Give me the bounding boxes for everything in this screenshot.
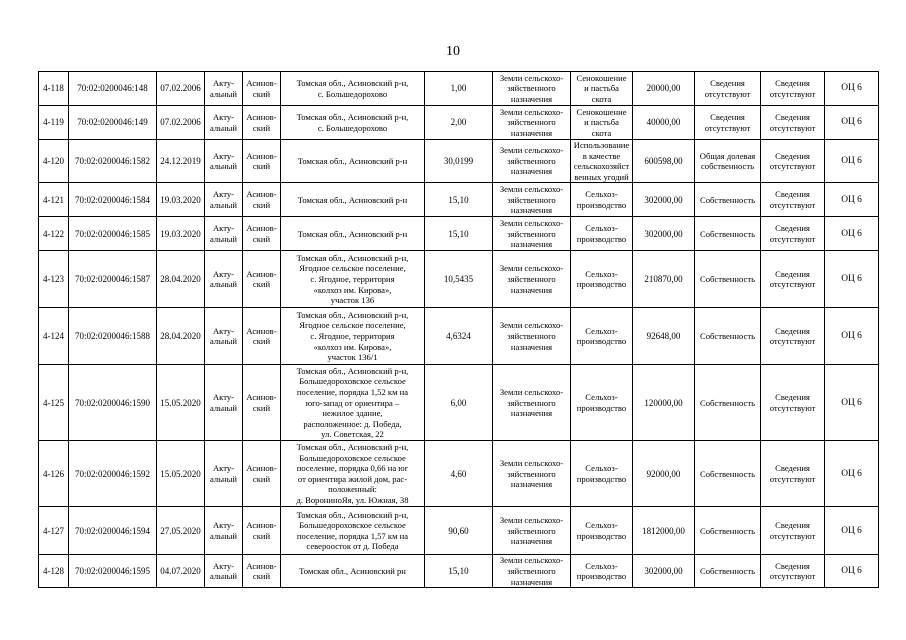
land-category-cell: Земли сельскохо- зяйственного назначения — [493, 183, 571, 217]
registration-date: 07.02.2006 — [157, 106, 205, 140]
cadastral-value-cell: 92000,00 — [633, 441, 695, 507]
row-number: 4-120 — [39, 140, 69, 183]
cadastral-number: 70:02:0200046:1594 — [69, 507, 157, 555]
area-cell: 1,00 — [425, 72, 493, 106]
permitted-use-cell: Сельхоз- производство — [571, 507, 633, 555]
district-cell: Асинов- ский — [243, 183, 281, 217]
district-cell: Асинов- ский — [243, 140, 281, 183]
land-category-cell: Земли сельскохо- зяйственного назначения — [493, 72, 571, 106]
encumbrance-cell: Сведения отсутствуют — [761, 251, 825, 308]
cadastral-number: 70:02:0200046:149 — [69, 106, 157, 140]
area-cell: 4,60 — [425, 441, 493, 507]
status-cell: Акту- альный — [205, 106, 243, 140]
encumbrance-cell: Сведения отсутствуют — [761, 441, 825, 507]
table-row — [39, 555, 879, 588]
permitted-use-cell: Сенокошение и пастьба скота — [571, 106, 633, 140]
land-category-cell: Земли сельскохо- зяйственного назначения — [493, 217, 571, 251]
code-cell: ОЦ 6 — [825, 507, 879, 555]
row-number: 4-118 — [39, 72, 69, 106]
land-category-cell: Земли сельскохо- зяйственного назначения — [493, 441, 571, 507]
encumbrance-cell: Сведения отсутствуют — [761, 72, 825, 106]
cadastral-value-cell: 302000,00 — [633, 183, 695, 217]
permitted-use-cell: Сенокошение и пастьба скота — [571, 72, 633, 106]
address-cell: Томская обл., Асиновский р-н, Ягодное сельское поселение, с. Ягодное, территория «колхоз им. Кирова», участок 136/1 — [281, 308, 425, 365]
ownership-cell: Сведения отсутствуют — [695, 72, 761, 106]
encumbrance-cell: Сведения отсутствуют — [761, 365, 825, 441]
permitted-use-cell: Сельхоз- производство — [571, 251, 633, 308]
status-cell: Акту- альный — [205, 308, 243, 365]
cadastral-value-cell: 20000,00 — [633, 72, 695, 106]
registration-date: 19.03.2020 — [157, 183, 205, 217]
permitted-use-cell: Сельхоз- производство — [571, 555, 633, 588]
code-cell: ОЦ 6 — [825, 72, 879, 106]
area-cell: 6,00 — [425, 365, 493, 441]
registration-date: 19.03.2020 — [157, 217, 205, 251]
land-category-cell: Земли сельскохо- зяйственного назначения — [493, 507, 571, 555]
land-category-cell: Земли сельскохо- зяйственного назначения — [493, 251, 571, 308]
land-category-cell: Земли сельскохо- зяйственного назначения — [493, 106, 571, 140]
page-number: 10 — [446, 44, 460, 59]
registration-date: 15.05.2020 — [157, 441, 205, 507]
registration-date: 27.05.2020 — [157, 507, 205, 555]
ownership-cell: Собственность — [695, 251, 761, 308]
ownership-cell: Собственность — [695, 365, 761, 441]
code-cell: ОЦ 6 — [825, 555, 879, 588]
status-cell: Акту- альный — [205, 140, 243, 183]
land-category-cell: Земли сельскохо- зяйственного назначения — [493, 140, 571, 183]
encumbrance-cell: Сведения отсутствуют — [761, 308, 825, 365]
cadastral-value-cell: 302000,00 — [633, 217, 695, 251]
area-cell: 15,10 — [425, 217, 493, 251]
permitted-use-cell: Использование в качестве сельскохозяйст венных угодий — [571, 140, 633, 183]
row-number: 4-124 — [39, 308, 69, 365]
ownership-cell: Собственность — [695, 507, 761, 555]
registration-date: 07.02.2006 — [157, 72, 205, 106]
row-number: 4-128 — [39, 555, 69, 588]
cadastral-number: 70:02:0200046:1592 — [69, 441, 157, 507]
row-number: 4-126 — [39, 441, 69, 507]
permitted-use-cell: Сельхоз- производство — [571, 308, 633, 365]
table-row — [39, 217, 879, 251]
registration-date: 24.12.2019 — [157, 140, 205, 183]
district-cell: Асинов- ский — [243, 106, 281, 140]
table-row — [39, 365, 879, 441]
district-cell: Асинов- ский — [243, 365, 281, 441]
table-row — [39, 72, 879, 106]
cadastral-value-cell: 302000,00 — [633, 555, 695, 588]
code-cell: ОЦ 6 — [825, 308, 879, 365]
ownership-cell: Собственность — [695, 183, 761, 217]
district-cell: Асинов- ский — [243, 251, 281, 308]
status-cell: Акту- альный — [205, 72, 243, 106]
address-cell: Томская обл., Асиновский р-н, с. Большедорохово — [281, 72, 425, 106]
cadastral-number: 70:02:0200046:1582 — [69, 140, 157, 183]
code-cell: ОЦ 6 — [825, 441, 879, 507]
code-cell: ОЦ 6 — [825, 140, 879, 183]
cadastral-value-cell: 1812000,00 — [633, 507, 695, 555]
encumbrance-cell: Сведения отсутствуют — [761, 217, 825, 251]
ownership-cell: Собственность — [695, 555, 761, 588]
status-cell: Акту- альный — [205, 251, 243, 308]
table-row — [39, 441, 879, 507]
cadastral-number: 70:02:0200046:1585 — [69, 217, 157, 251]
address-cell: Томская обл., Асиновский р-н, с. Большедорохово — [281, 106, 425, 140]
area-cell: 15,10 — [425, 183, 493, 217]
cadastral-number: 70:02:0200046:1590 — [69, 365, 157, 441]
status-cell: Акту- альный — [205, 365, 243, 441]
encumbrance-cell: Сведения отсутствуют — [761, 507, 825, 555]
row-number: 4-127 — [39, 507, 69, 555]
table-row — [39, 251, 879, 308]
code-cell: ОЦ 6 — [825, 365, 879, 441]
area-cell: 10,5435 — [425, 251, 493, 308]
cadastral-number: 70:02:0200046:148 — [69, 72, 157, 106]
district-cell: Асинов- ский — [243, 308, 281, 365]
ownership-cell: Собственность — [695, 441, 761, 507]
registration-date: 04.07.2020 — [157, 555, 205, 588]
row-number: 4-123 — [39, 251, 69, 308]
encumbrance-cell: Сведения отсутствуют — [761, 555, 825, 588]
permitted-use-cell: Сельхоз- производство — [571, 217, 633, 251]
status-cell: Акту- альный — [205, 507, 243, 555]
status-cell: Акту- альный — [205, 555, 243, 588]
ownership-cell: Общая долевая собственность — [695, 140, 761, 183]
code-cell: ОЦ 6 — [825, 106, 879, 140]
cadastral-value-cell: 210870,00 — [633, 251, 695, 308]
address-cell: Томская обл., Асиновский р-н, Большедороховское сельское поселение, порядка 0,66 на юг от ориентира жилой дом, рас- положенный: д. ВорониноЯя, ул. Южная, 38 — [281, 441, 425, 507]
ownership-cell: Собственность — [695, 217, 761, 251]
ownership-cell: Сведения отсутствуют — [695, 106, 761, 140]
address-cell: Томская обл., Асиновский р-н, Ягодное сельское поселение, с. Ягодное, территория «колхоз им. Кирова», участок 136 — [281, 251, 425, 308]
cadastral-number: 70:02:0200046:1587 — [69, 251, 157, 308]
district-cell: Асинов- ский — [243, 507, 281, 555]
area-cell: 15,10 — [425, 555, 493, 588]
cadastral-value-cell: 120000,00 — [633, 365, 695, 441]
address-cell: Томская обл., Асиновский р-н, Большедороховское сельское поселение, порядка 1,57 км на североосток от д. Победа — [281, 507, 425, 555]
cadastral-value-cell: 92648,00 — [633, 308, 695, 365]
cadastral-number: 70:02:0200046:1595 — [69, 555, 157, 588]
land-category-cell: Земли сельскохо- зяйственного назначения — [493, 365, 571, 441]
row-number: 4-122 — [39, 217, 69, 251]
district-cell: Асинов- ский — [243, 555, 281, 588]
status-cell: Акту- альный — [205, 441, 243, 507]
row-number: 4-121 — [39, 183, 69, 217]
permitted-use-cell: Сельхоз- производство — [571, 365, 633, 441]
address-cell: Томская обл., Асиновский р-н — [281, 183, 425, 217]
cadastral-number: 70:02:0200046:1588 — [69, 308, 157, 365]
code-cell: ОЦ 6 — [825, 251, 879, 308]
cadastral-number: 70:02:0200046:1584 — [69, 183, 157, 217]
permitted-use-cell: Сельхоз- производство — [571, 441, 633, 507]
address-cell: Томская обл., Асиновский р-н, Большедороховское сельское поселение, порядка 1,52 км на юго-запад от ориентира – нежилое здание, расположенное: д. Победа, ул. Советская, 22 — [281, 365, 425, 441]
encumbrance-cell: Сведения отсутствуют — [761, 183, 825, 217]
registration-date: 28.04.2020 — [157, 308, 205, 365]
land-plots-table — [38, 71, 879, 588]
row-number: 4-119 — [39, 106, 69, 140]
area-cell: 90,60 — [425, 507, 493, 555]
address-cell: Томская обл., Асиновский р-н — [281, 217, 425, 251]
ownership-cell: Собственность — [695, 308, 761, 365]
cadastral-value-cell: 40000,00 — [633, 106, 695, 140]
land-category-cell: Земли сельскохо- зяйственного назначения — [493, 555, 571, 588]
address-cell: Томская обл., Асиновский р-н — [281, 140, 425, 183]
table-row — [39, 140, 879, 183]
address-cell: Томская обл., Асиновский рн — [281, 555, 425, 588]
encumbrance-cell: Сведения отсутствуют — [761, 140, 825, 183]
registration-date: 15.05.2020 — [157, 365, 205, 441]
table-row — [39, 507, 879, 555]
district-cell: Асинов- ский — [243, 72, 281, 106]
land-category-cell: Земли сельскохо- зяйственного назначения — [493, 308, 571, 365]
district-cell: Асинов- ский — [243, 217, 281, 251]
code-cell: ОЦ 6 — [825, 217, 879, 251]
table-body — [39, 72, 879, 588]
registration-date: 28.04.2020 — [157, 251, 205, 308]
row-number: 4-125 — [39, 365, 69, 441]
cadastral-value-cell: 600598,00 — [633, 140, 695, 183]
table-row — [39, 106, 879, 140]
table-row — [39, 308, 879, 365]
status-cell: Акту- альный — [205, 183, 243, 217]
permitted-use-cell: Сельхоз- производство — [571, 183, 633, 217]
district-cell: Асинов- ский — [243, 441, 281, 507]
encumbrance-cell: Сведения отсутствуют — [761, 106, 825, 140]
table-row — [39, 183, 879, 217]
area-cell: 30,0199 — [425, 140, 493, 183]
area-cell: 2,00 — [425, 106, 493, 140]
code-cell: ОЦ 6 — [825, 183, 879, 217]
area-cell: 4,6324 — [425, 308, 493, 365]
status-cell: Акту- альный — [205, 217, 243, 251]
